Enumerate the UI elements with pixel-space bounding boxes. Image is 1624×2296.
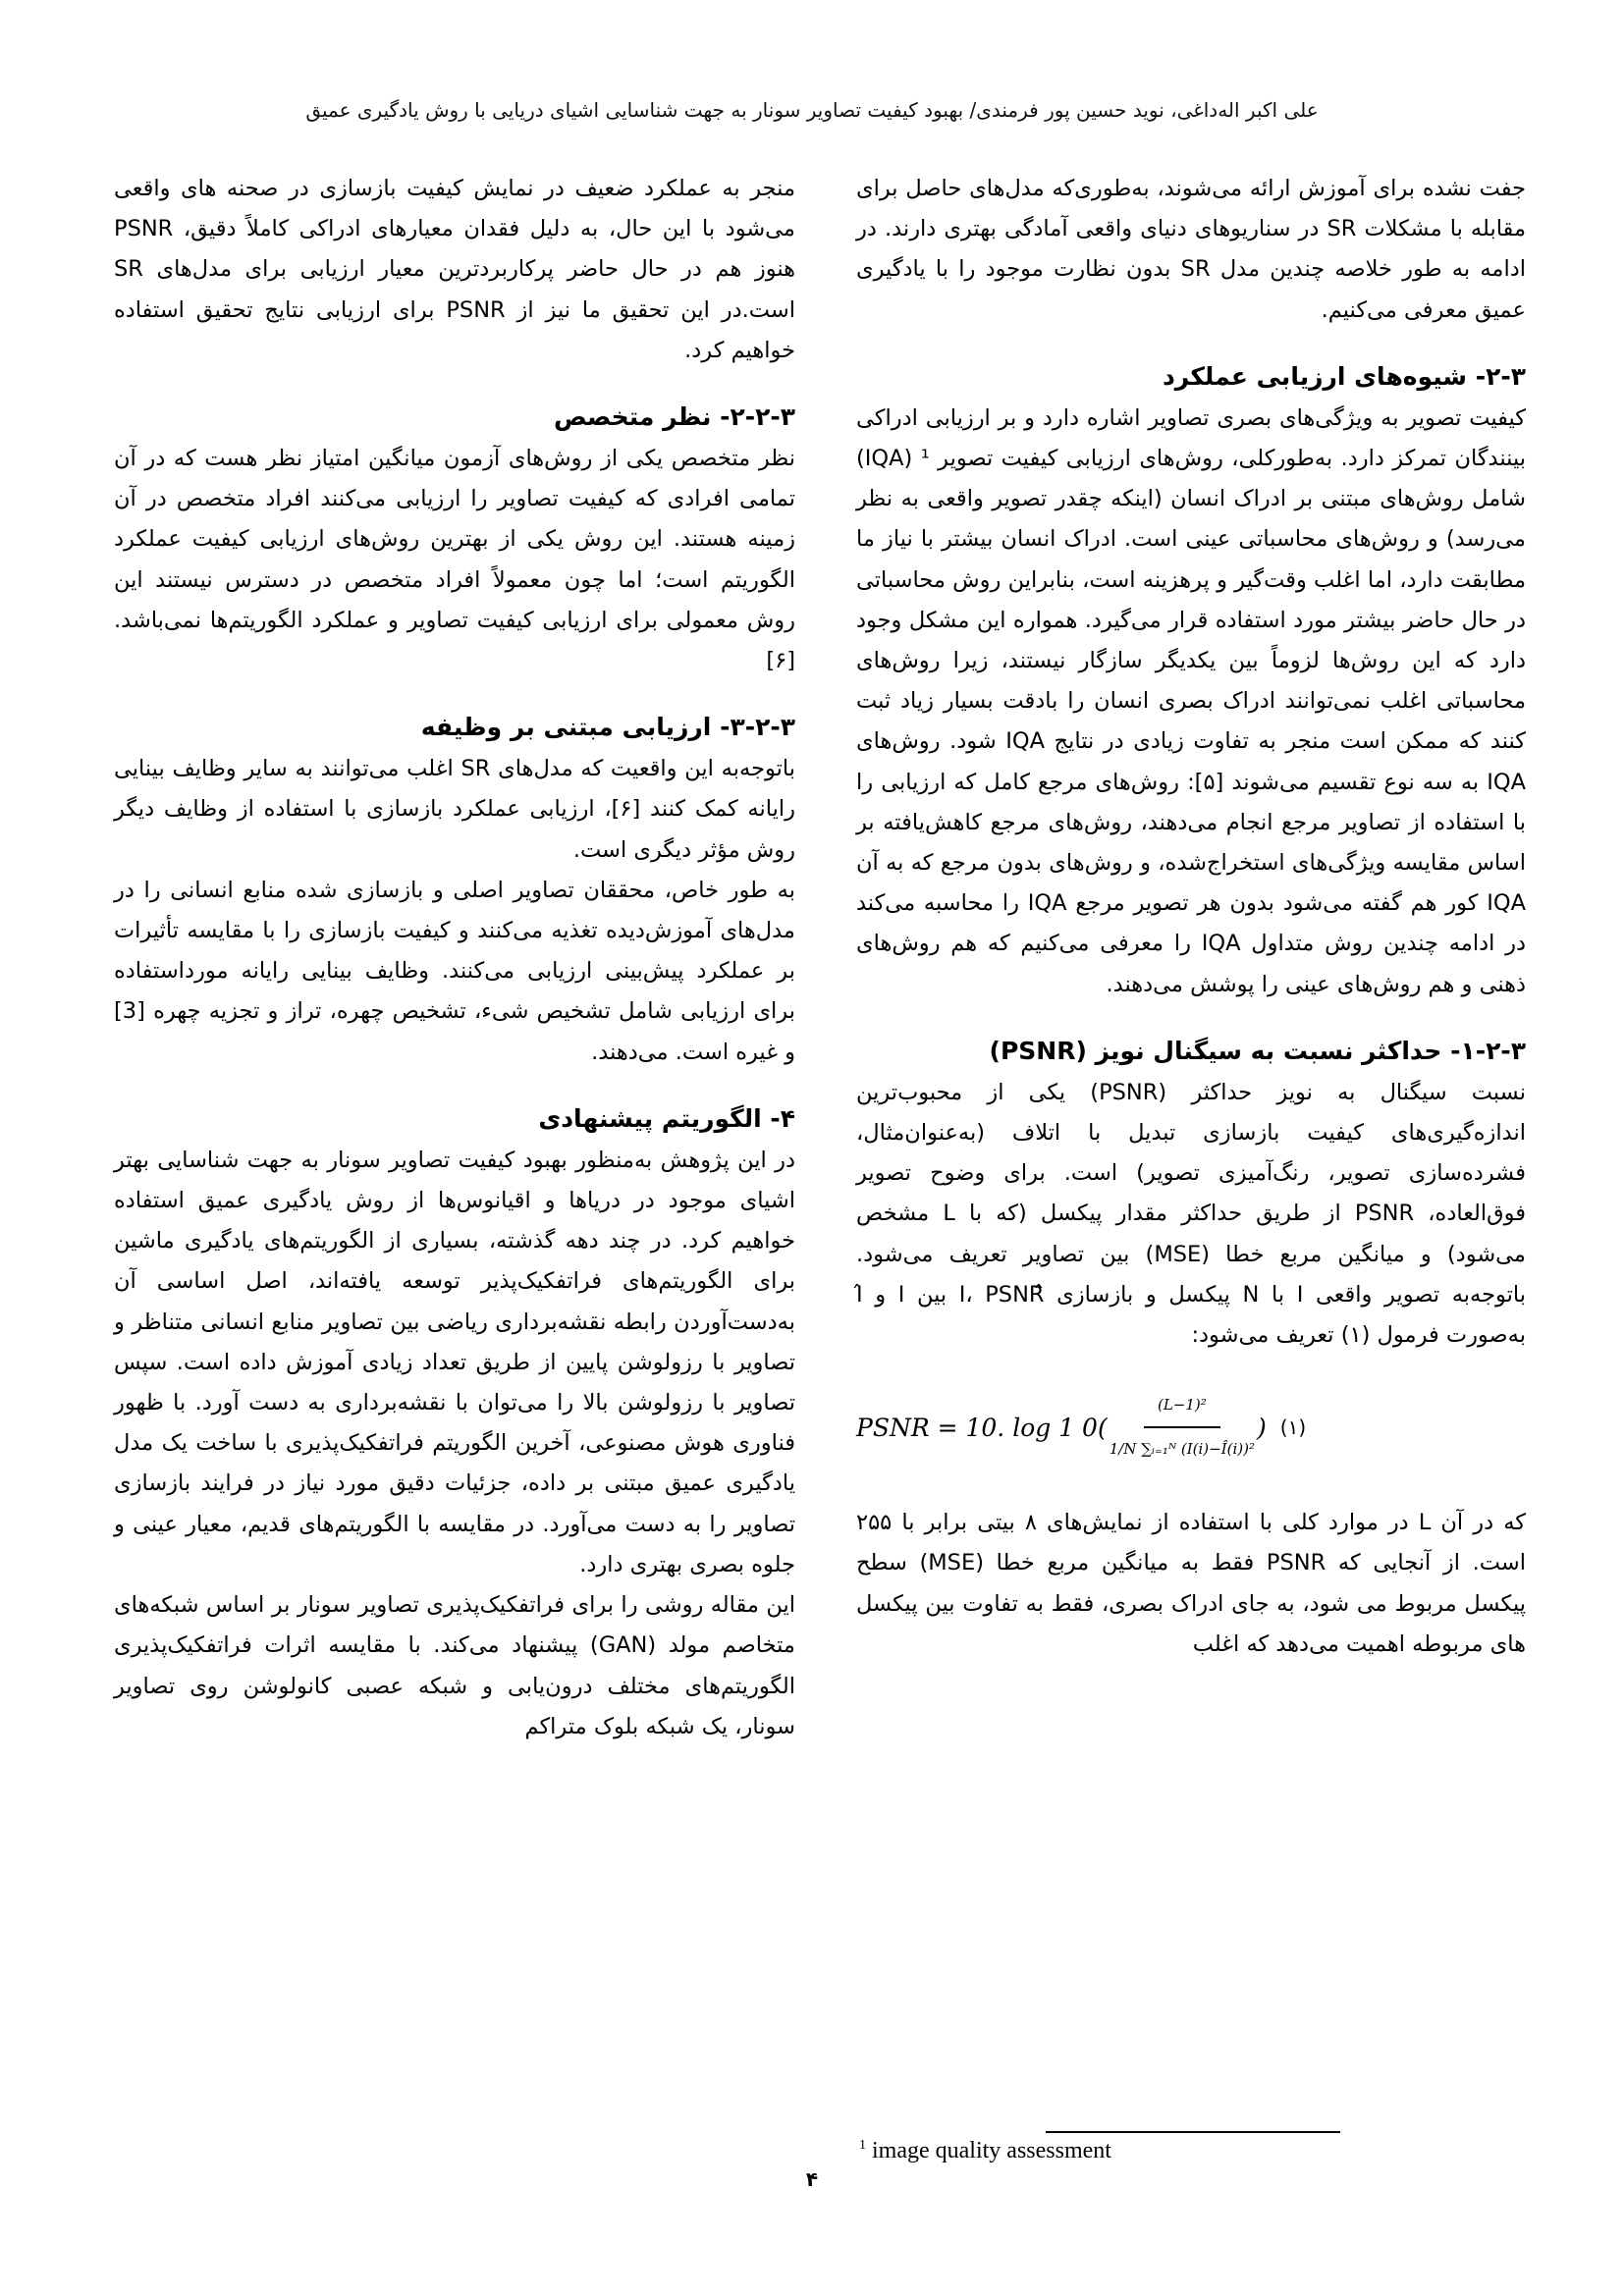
paragraph: این مقاله روشی را برای فراتفکیک‌پذیری تصاویر سونار بر اساس شبکه‌های متخاصم مولد (GAN) پیشنهاد می‌کند. با مقایسه اثرات فراتفکیک‌پذیری الگوریتم‌های مختلف درون‌یابی و شبکه عصبی کانولوشن روی تصاویر سونار، یک شبکه بلوک متراکم bbox=[114, 1592, 795, 1739]
section-heading: ۲-۲-۳- نظر متخصص bbox=[553, 402, 795, 432]
paragraph: در این پژوهش به‌منظور بهبود کیفیت تصاویر سونار به جهت شناسایی بهتر اشیای موجود در دریاها و اقیانوس‌ها از روش یادگیری عمیق استفاده خواهیم کرد. در چند دهه گذشته، بسیاری از الگوریتم‌های یادگیری ماشین برای الگوریتم‌های فراتفکیک‌پذیر توسعه یافته‌اند، اصل اساسی آن به‌دست‌آوردن رابطه نقشه‌برداری ریاضی بین تصاویر منابع انسانی متناظر و تصاویر با رزولوشن پایین از طریق تعداد زیادی آموزش داده است. سپس تصاویر با رزولوشن بالا را می‌توان با نقشه‌برداری به دست آورد. با ظهور فناوری هوش مصنوعی، آخرین الگوریتم فراتفکیک‌پذیری با ساخت یک مدل یادگیری عمیق مبتنی بر داده، جزئیات دقیق مورد نیاز در فرایند بازسازی تصاویر را به دست می‌آورد. در مقایسه با الگوریتم‌های قدیم، معیار عینی و جلوه بصری بهتری دارد. bbox=[114, 1147, 795, 1577]
footnote bbox=[859, 2138, 1111, 2164]
equation-lhs: PSNR = 10. log 1 0( bbox=[856, 1413, 1108, 1442]
paragraph: نظر متخصص یکی از روش‌های آزمون میانگین امتیاز نظر هست که در آن تمامی افرادی که کیفیت تصاویر را ارزیابی می‌کنند افراد متخصص در آن زمینه هستند. این روش یکی از بهترین روش‌های ارزیابی کیفیت عملکرد الگوریتم است؛ اما چون معمولاً افراد متخصص در دسترس نیستند این روش معمولی برای ارزیابی کیفیت تصاویر و عملکرد الگوریتم‌ها نمی‌باشد. [۶] bbox=[114, 446, 795, 674]
paragraph: جفت نشده برای آموزش ارائه می‌شوند، به‌طوری‌که مدل‌های حاصل برای مقابله با مشکلات SR در سناریوهای دنیای واقعی آمادگی بهتری دارند. در ادامه به طور خلاصه چندین مدل SR بدون نظارت موجود را با یادگیری عمیق معرفی می‌کنیم. bbox=[856, 176, 1526, 323]
equation-close: ) bbox=[1257, 1413, 1267, 1442]
section-heading: ۲-۳- شیوه‌های ارزیابی عملکرد bbox=[1162, 361, 1526, 391]
equation-numerator: (L−1)² bbox=[1144, 1385, 1220, 1428]
paragraph: منجر به عملکرد ضعیف در نمایش کیفیت بازسازی در صحنه های واقعی می‌شود با این حال، به دلیل فقدان معیارهای ادراکی کاملاً دقیق، PSNR هنوز هم در حال حاضر پرکاربردترین معیار ارزیابی برای مدل‌های SR است.در این تحقیق ما نیز از PSNR برای ارزیابی نتایج تحقیق استفاده خواهیم کرد. bbox=[114, 176, 795, 363]
paragraph: که در آن L در موارد کلی با استفاده از نمایش‌های ۸ بیتی برابر با ۲۵۵ است. از آنجایی که PSNR فقط به میانگین مربع خطا (MSE) سطح پیکسل مربوط می شود، به جای ادراک بصری، فقط به تفاوت بین پیکسل های مربوطه اهمیت می‌دهد که اغلب bbox=[856, 1510, 1526, 1657]
section-heading: ۳-۲-۳- ارزیابی مبتنی بر وظیفه bbox=[420, 713, 795, 742]
equation-denominator: 1/N ∑ᵢ₌₁ᴺ (I(i)−Î(i))² bbox=[1109, 1440, 1256, 1459]
footnote-text: image quality assessment bbox=[872, 2138, 1111, 2163]
equation-number: (۱) bbox=[1279, 1415, 1307, 1439]
paragraph: نسبت سیگنال به نویز حداکثر (PSNR) یکی از محبوب‌ترین اندازه‌گیری‌های کیفیت بازسازی تبدیل با اتلاف (به‌عنوان‌مثال، فشرده‌سازی تصویر، رنگ‌آمیزی تصویر) است. برای وضوح تصویر فوق‌العاده، PSNR از طریق حداکثر مقدار پیکسل (که با L مشخص می‌شود) و میانگین مربع خطا (MSE) بین تصاویر تعریف می‌شود. باتوجه‌به تصویر واقعی I با N پیکسل و بازسازی ̂I، PSNR بین I و ̂I به‌صورت فرمول (۱) تعریف می‌شود: bbox=[856, 1079, 1527, 1349]
psnr-equation bbox=[856, 1373, 1526, 1481]
right-column bbox=[856, 169, 1526, 1665]
paragraph: به طور خاص، محققان تصاویر اصلی و بازسازی شده منابع انسانی را در مدل‌های آموزش‌دیده تغذیه می‌کنند و کیفیت بازسازی را با مقایسه تأثیرات بر عملکرد پیش‌بینی ارزیابی می‌کنند. وظایف بینایی رایانه مورداستفاده برای ارزیابی شامل تشخیص شیء، تشخیص چهره، تراز و تجزیه چهره [3] و غیره است. می‌دهند. bbox=[114, 877, 795, 1065]
footnote-separator bbox=[1046, 2131, 1340, 2133]
footnote-marker: 1 bbox=[859, 2138, 866, 2153]
left-column bbox=[114, 169, 795, 1747]
section-heading: ۱-۲-۳- حداکثر نسبت به سیگنال نویز (PSNR) bbox=[989, 1036, 1526, 1065]
page-number: ۴ bbox=[805, 2167, 819, 2191]
running-header: علی اکبر اله‌داغی، نوید حسین پور فرمندی/ بهبود کیفیت تصاویر سونار به جهت شناسایی اشیای دریایی با روش یادگیری عمیق bbox=[305, 98, 1319, 122]
paragraph: باتوجه‌به این واقعیت که مدل‌های SR اغلب می‌توانند به سایر وظایف بینایی رایانه کمک کنند [۶]، ارزیابی عملکرد بازسازی با استفاده از وظایف دیگر روش مؤثر دیگری است. bbox=[114, 756, 795, 863]
section-heading: ۴- الگوریتم پیشنهادی bbox=[538, 1103, 795, 1133]
paragraph: کیفیت تصویر به ویژگی‌های بصری تصاویر اشاره دارد و بر ارزیابی ادراکی بینندگان تمرکز دارد. به‌طورکلی، روش‌های ارزیابی کیفیت تصویر ¹ (IQA) شامل روش‌های مبتنی بر ادراک انسان (اینکه چقدر تصویر واقعی به نظر می‌رسد) و روش‌های محاسباتی عینی است. ادراک انسان بیشتر با نیاز ما مطابقت دارد، اما اغلب وقت‌گیر و پرهزینه است، بنابراین روش محاسباتی در حال حاضر بیشتر مورد استفاده قرار می‌گیرد. همواره این مشکل وجود دارد که این روش‌ها لزوماً بین یکدیگر سازگار نیستند، زیرا روش‌های محاسباتی اغلب نمی‌توانند ادراک بصری انسان را بادقت بسیار زیاد ثبت کنند که ممکن است منجر به تفاوت زیادی در نتایج IQA شود. روش‌های IQA به سه نوع تقسیم می‌شوند [۵]: روش‌های مرجع کامل که ارزیابی را با استفاده از تصاویر مرجع انجام می‌دهند، روش‌های مرجع کاهش‌یافته بر اساس مقایسه ویژگی‌های استخراج‌شده، و روش‌های بدون مرجع که به آن IQA کور هم گفته می‌شود بدون هر تصویر مرجع IQA را محاسبه می‌کند در ادامه چندین روش متداول IQA را معرفی می‌کنیم که هم روش‌های ذهنی و هم روش‌های عینی را پوشش می‌دهند. bbox=[856, 404, 1527, 997]
equation-fraction bbox=[1110, 1385, 1255, 1469]
